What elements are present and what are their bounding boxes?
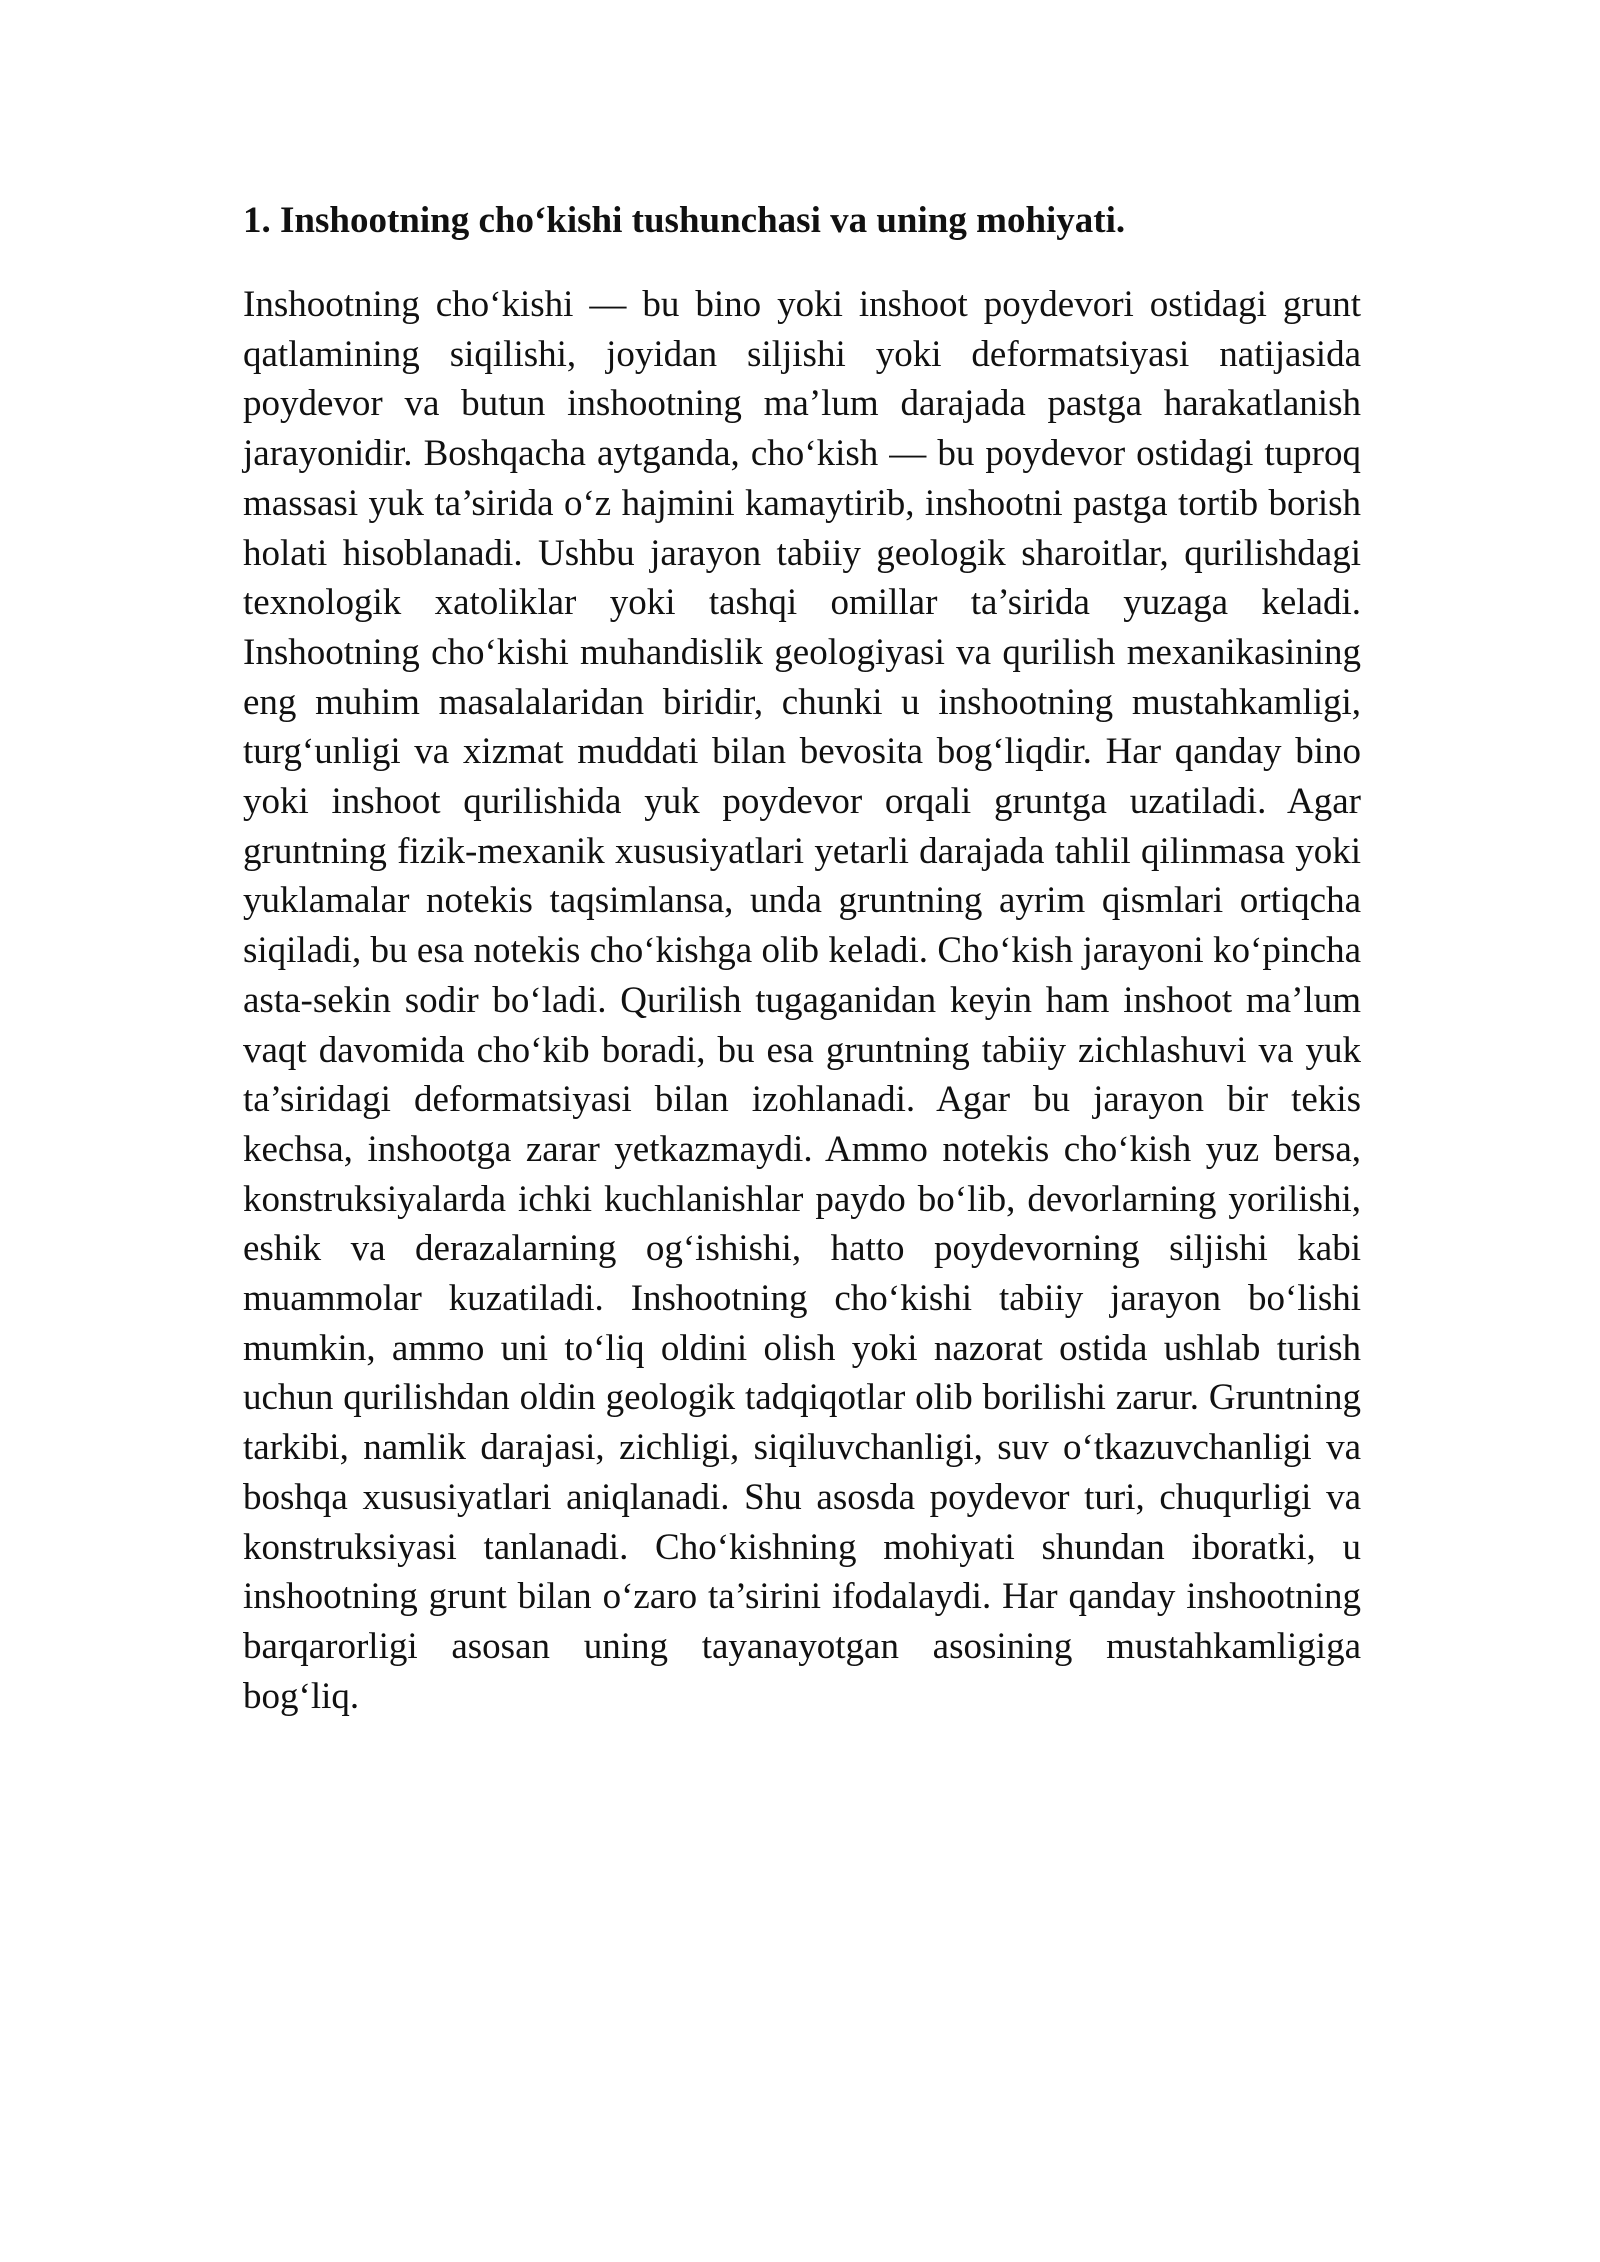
document-content bbox=[243, 192, 1361, 1721]
section-body-paragraph: Inshootning cho‘kishi — bu bino yoki inshoot poydevori ostidagi grunt qatlamining siqilishi, joyidan siljishi yoki deformatsiyasi natijasida poydevor va butun inshootning ma’lum darajada pastga harakatlanish jarayonidir. Boshqacha aytganda, cho‘kish — bu poydevor ostidagi tuproq massasi yuk ta’sirida o‘z hajmini kamaytirib, inshootni pastga tortib borish holati hisoblanadi. Ushbu jarayon tabiiy geologik sharoitlar, qurilishdagi texnologik xatoliklar yoki tashqi omillar ta’sirida yuzaga keladi. Inshootning cho‘kishi muhandislik geologiyasi va qurilish mexanikasining eng muhim masalalaridan biridir, chunki u inshootning mustahkamligi, turg‘unligi va xizmat muddati bilan bevosita bog‘liqdir. Har qanday bino yoki inshoot qurilishida yuk poydevor orqali gruntga uzatiladi. Agar gruntning fizik-mexanik xususiyatlari yetarli darajada tahlil qilinmasa yoki yuklamalar notekis taqsimlansa, unda gruntning ayrim qismlari ortiqcha siqiladi, bu esa notekis cho‘kishga olib keladi. Cho‘kish jarayoni ko‘pincha asta-sekin sodir bo‘ladi. Qurilish tugaganidan keyin ham inshoot ma’lum vaqt davomida cho‘kib boradi, bu esa gruntning tabiiy zichlashuvi va yuk ta’siridagi deformatsiyasi bilan izohlanadi. Agar bu jarayon bir tekis kechsa, inshootga zarar yetkazmaydi. Ammo notekis cho‘kish yuz bersa, konstruksiyalarda ichki kuchlanishlar paydo bo‘lib, devorlarning yorilishi, eshik va derazalarning og‘ishishi, hatto poydevorning siljishi kabi muammolar kuzatiladi. Inshootning cho‘kishi tabiiy jarayon bo‘lishi mumkin, ammo uni to‘liq oldini olish yoki nazorat ostida ushlab turish uchun qurilishdan oldin geologik tadqiqotlar olib borilishi zarur. Gruntning tarkibi, namlik darajasi, zichligi, siqiluvchanligi, suv o‘tkazuvchanligi va boshqa xususiyatlari aniqlanadi. Shu asosda poydevor turi, chuqurligi va konstruksiyasi tanlanadi. Cho‘kishning mohiyati shundan iboratki, u inshootning grunt bilan o‘zaro ta’sirini ifodalaydi. Har qanday inshootning barqarorligi asosan uning tayanayotgan asosining mustahkamligiga bog‘liq. bbox=[243, 284, 1361, 1717]
section-heading: 1. Inshootning cho‘kishi tushunchasi va uning mohiyati. bbox=[243, 200, 1126, 241]
